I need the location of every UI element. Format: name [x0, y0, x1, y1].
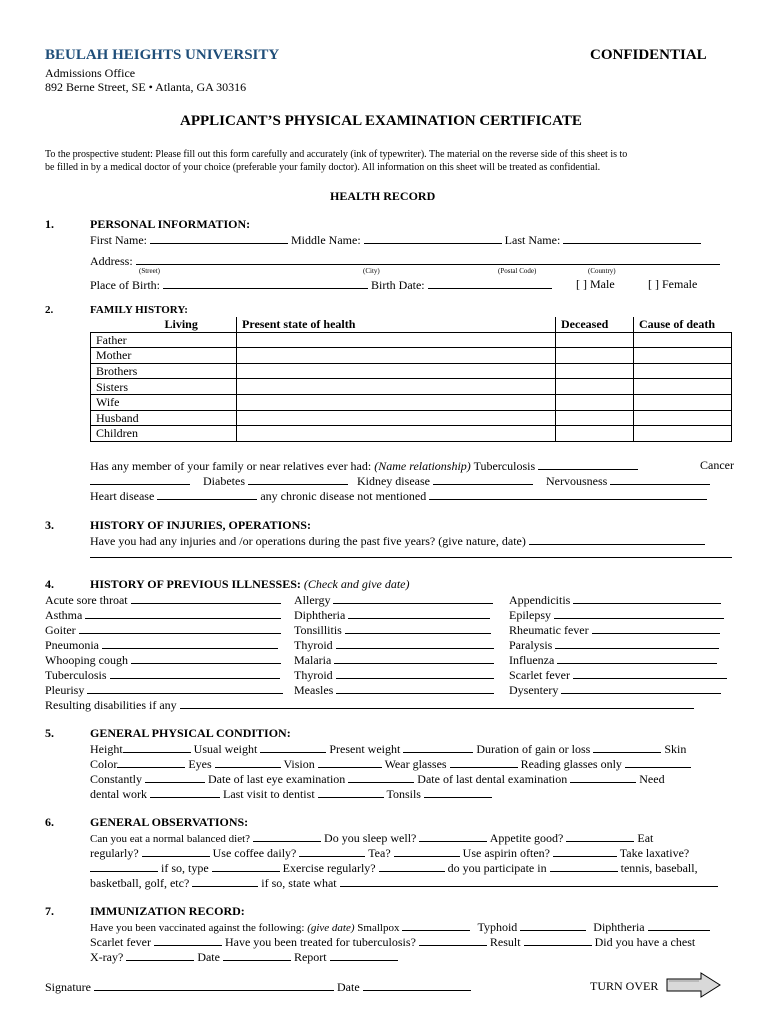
tonsils-label: Tonsils — [386, 787, 421, 801]
sleep-field[interactable] — [419, 830, 487, 842]
illness-label: Rheumatic fever — [509, 623, 589, 637]
table-row — [91, 332, 732, 348]
name-row — [90, 232, 701, 248]
illness-label: Epilepsy — [509, 608, 551, 622]
last-eye-field[interactable] — [348, 771, 414, 783]
aspirin-field[interactable] — [553, 845, 617, 857]
xray-field[interactable] — [126, 949, 194, 961]
illness-field[interactable] — [557, 652, 717, 664]
illness-field[interactable] — [336, 682, 494, 694]
deceased-cell[interactable] — [556, 332, 634, 348]
xray-date-field[interactable] — [223, 949, 291, 961]
nervousness-label: Nervousness — [545, 474, 608, 488]
illness-field[interactable] — [555, 637, 719, 649]
smallpox-label: Smallpox — [354, 922, 400, 934]
cause-cell[interactable] — [634, 348, 732, 364]
illness-label: Asthma — [45, 608, 83, 622]
family-question-hint: (Name relationship) — [374, 459, 471, 473]
section-5-number: 5. — [45, 726, 54, 740]
illness-label: Goiter — [45, 623, 76, 637]
eyes-label: Eyes — [188, 757, 212, 771]
place-of-birth-label: Place of Birth: — [90, 278, 160, 292]
scarlet-field[interactable] — [154, 934, 222, 946]
health-cell[interactable] — [237, 363, 556, 379]
address-field[interactable] — [136, 253, 720, 265]
cause-cell[interactable] — [634, 363, 732, 379]
state-field[interactable] — [340, 875, 718, 887]
health-record-heading: HEALTH RECORD — [330, 189, 436, 203]
page-title: APPLICANT’S PHYSICAL EXAMINATION CERTIFICATE — [180, 113, 582, 129]
middle-name-field[interactable] — [364, 232, 502, 244]
first-name-label: First Name: — [90, 233, 147, 247]
regularly-field[interactable] — [142, 845, 210, 857]
immunization-row-3 — [90, 949, 398, 965]
illness-label: Thyroid — [294, 668, 333, 682]
illness-label: Pneumonia — [45, 638, 99, 652]
relation-cell: Children — [91, 426, 237, 442]
col-header-cause: Cause of death — [634, 317, 732, 332]
usual-weight-label: Usual weight — [193, 742, 258, 756]
basketball-label: basketball, golf, etc? — [90, 876, 190, 890]
cause-cell[interactable] — [634, 379, 732, 395]
observations-row-2 — [90, 845, 689, 861]
appetite-field[interactable] — [566, 830, 634, 842]
illness-field[interactable] — [102, 637, 278, 649]
illness-field[interactable] — [554, 607, 724, 619]
middle-name-label: Middle Name: — [291, 233, 361, 247]
family-question-row-1 — [90, 458, 638, 474]
laxative-label: Take laxative? — [619, 846, 690, 860]
table-row — [91, 410, 732, 426]
relation-cell: Brothers — [91, 363, 237, 379]
deceased-cell[interactable] — [556, 410, 634, 426]
family-chronic-field[interactable] — [429, 488, 707, 500]
health-cell[interactable] — [237, 426, 556, 442]
illness-label: Acute sore throat — [45, 593, 128, 607]
xray-date-label: Date — [197, 950, 220, 964]
section-6-number: 6. — [45, 815, 54, 829]
relation-cell: Sisters — [91, 379, 237, 395]
illness-label: Appendicitis — [509, 593, 571, 607]
family-question-row-2 — [90, 473, 710, 489]
section-4-title-wrap — [90, 577, 410, 592]
section-6-title: GENERAL OBSERVATIONS: — [90, 815, 249, 829]
kidney-label: Kidney disease — [356, 474, 430, 488]
report-label: Report — [293, 950, 327, 964]
illness-label: Thyroid — [294, 638, 333, 652]
reading-field[interactable] — [625, 756, 691, 768]
illness-label: Dysentery — [509, 683, 559, 697]
illness-field[interactable] — [85, 607, 281, 619]
family-kidney-field[interactable] — [433, 473, 533, 485]
resulting-field[interactable] — [180, 697, 694, 709]
present-weight-label: Present weight — [329, 742, 401, 756]
signature-date-field[interactable] — [363, 979, 471, 991]
vaccinated-hint: (give date) — [307, 922, 355, 934]
coffee-field[interactable] — [299, 845, 365, 857]
vision-label: Vision — [283, 757, 315, 771]
male-checkbox[interactable]: [ ] Male — [576, 277, 615, 291]
arrow-right-icon — [666, 972, 722, 998]
height-label: Height — [90, 742, 123, 756]
constantly-label: Constantly — [90, 772, 143, 786]
illness-field[interactable] — [573, 667, 727, 679]
typhoid-label: Typhoid — [477, 920, 518, 934]
health-cell[interactable] — [237, 379, 556, 395]
relation-cell: Wife — [91, 394, 237, 410]
female-checkbox[interactable]: [ ] Female — [648, 277, 698, 291]
illness-label: Tuberculosis — [45, 668, 107, 682]
vaccinated-label: Have you been vaccinated against the following: — [90, 922, 308, 934]
col-header-deceased: Deceased — [556, 317, 634, 332]
signature-row — [45, 979, 471, 995]
typhoid-field[interactable] — [520, 919, 586, 931]
family-nervousness-field[interactable] — [610, 473, 710, 485]
illness-label: Pleurisy — [45, 683, 85, 697]
constantly-field[interactable] — [145, 771, 205, 783]
color-field[interactable] — [117, 756, 185, 768]
illness-field[interactable] — [110, 667, 280, 679]
resulting-row — [45, 697, 694, 713]
section-3-number: 3. — [45, 518, 54, 532]
immunization-row-2 — [90, 934, 695, 950]
illness-field[interactable] — [79, 622, 281, 634]
injuries-question: Have you had any injuries and /or operations during the past five years? (give nature, date) — [90, 534, 526, 548]
confidential-label: CONFIDENTIAL — [590, 47, 707, 63]
section-7-number: 7. — [45, 904, 54, 918]
dentist-label: Last visit to dentist — [222, 787, 315, 801]
address-label: Address: — [90, 254, 133, 268]
birth-date-field[interactable] — [428, 277, 552, 289]
deceased-cell[interactable] — [556, 348, 634, 364]
birth-row — [90, 277, 552, 293]
laxative-field[interactable] — [90, 860, 158, 872]
chest-label: Did you have a chest — [594, 935, 696, 949]
table-row — [91, 363, 732, 379]
injuries-field[interactable] — [529, 533, 705, 545]
illness-field[interactable] — [334, 652, 494, 664]
illness-label: Diphtheria — [294, 608, 346, 622]
duration-label: Duration of gain or loss — [476, 742, 591, 756]
diet-field[interactable] — [253, 830, 321, 842]
section-2-title: FAMILY HISTORY: — [90, 304, 188, 316]
section-1-title: PERSONAL INFORMATION: — [90, 217, 251, 231]
address-postal-hint: (Postal Code) — [498, 267, 537, 275]
table-row — [91, 379, 732, 395]
illness-field[interactable] — [336, 637, 494, 649]
first-name-field[interactable] — [150, 232, 288, 244]
place-of-birth-field[interactable] — [163, 277, 368, 289]
resulting-label: Resulting disabilities if any — [45, 698, 177, 712]
heart-label: Heart disease — [90, 489, 155, 503]
diphtheria-field[interactable] — [648, 919, 710, 931]
last-dental-field[interactable] — [570, 771, 636, 783]
sleep-label: Do you sleep well? — [324, 831, 417, 845]
section-3-title: HISTORY OF INJURIES, OPERATIONS: — [90, 518, 311, 532]
treated-field[interactable] — [419, 934, 487, 946]
appetite-label: Appetite good? — [489, 831, 564, 845]
family-heart-field[interactable] — [157, 488, 257, 500]
signature-field[interactable] — [94, 979, 334, 991]
cause-cell[interactable] — [634, 332, 732, 348]
deceased-cell[interactable] — [556, 426, 634, 442]
tennis-label: tennis, baseball, — [620, 861, 698, 875]
illness-field[interactable] — [131, 652, 281, 664]
office-address: 892 Berne Street, SE • Atlanta, GA 30316 — [45, 80, 247, 94]
physical-row-1 — [90, 741, 686, 757]
birth-date-label: Birth Date: — [370, 278, 425, 292]
intro-line-2: be filled in by a medical doctor of your choice (preferable your family doctor). All information on this sheet will be treated as confidential. — [45, 162, 601, 173]
illness-field[interactable] — [573, 592, 721, 604]
diet-label: Can you eat a normal balanced diet? — [90, 833, 251, 845]
health-cell[interactable] — [237, 348, 556, 364]
illness-field[interactable] — [87, 682, 283, 694]
table-row — [91, 348, 732, 364]
address-city-hint: (City) — [363, 267, 380, 275]
illness-label: Malaria — [294, 653, 332, 667]
participate-label: do you participate in — [447, 861, 547, 875]
deceased-cell[interactable] — [556, 379, 634, 395]
cancer-label: Cancer — [700, 458, 734, 472]
turn-over-label: TURN OVER — [590, 979, 659, 993]
usual-weight-field[interactable] — [260, 741, 326, 753]
exercise-label: Exercise regularly? — [282, 861, 376, 875]
col-header-health: Present state of health — [237, 317, 556, 332]
address-country-hint: (Country) — [588, 267, 616, 275]
section-5-title: GENERAL PHYSICAL CONDITION: — [90, 726, 291, 740]
health-cell[interactable] — [237, 410, 556, 426]
injuries-row — [90, 533, 705, 549]
aspirin-label: Use aspirin often? — [462, 846, 550, 860]
xray-label: X-ray? — [90, 950, 124, 964]
illness-field[interactable] — [336, 667, 494, 679]
vision-field[interactable] — [318, 756, 382, 768]
office-name: Admissions Office — [45, 66, 136, 80]
chronic-label: any chronic disease not mentioned — [260, 489, 427, 503]
table-row — [91, 394, 732, 410]
illness-label: Tonsillitis — [294, 623, 342, 637]
type-field[interactable] — [212, 860, 280, 872]
address-row — [90, 253, 720, 269]
iftype-label: if so, type — [161, 861, 209, 875]
family-diabetes-field[interactable] — [248, 473, 348, 485]
section-4-hint: (Check and give date) — [300, 577, 410, 591]
signature-label: Signature — [45, 980, 91, 994]
illness-label: Scarlet fever — [509, 668, 570, 682]
present-weight-field[interactable] — [403, 741, 473, 753]
illness-field[interactable] — [345, 622, 491, 634]
section-4-number: 4. — [45, 577, 54, 591]
glasses-field[interactable] — [450, 756, 518, 768]
duration-field[interactable] — [593, 741, 661, 753]
cause-cell[interactable] — [634, 394, 732, 410]
participate-field[interactable] — [550, 860, 618, 872]
scarlet-label: Scarlet fever — [90, 935, 151, 949]
diphtheria-label: Diphtheria — [593, 920, 645, 934]
section-4-title: HISTORY OF PREVIOUS ILLNESSES: — [90, 577, 301, 591]
eat-label: Eat — [637, 831, 654, 845]
family-question: Has any member of your family or near relatives ever had: — [90, 459, 375, 473]
cause-cell[interactable] — [634, 426, 732, 442]
illness-field[interactable] — [333, 592, 493, 604]
col-header-living: Living — [91, 317, 237, 332]
tuberculosis-label: Tuberculosis — [470, 459, 536, 473]
skin-label: Skin — [664, 742, 687, 756]
regularly-label: regularly? — [90, 846, 139, 860]
family-cancer-field[interactable] — [90, 473, 190, 485]
table-header-row — [91, 317, 732, 332]
tonsils-field[interactable] — [424, 786, 492, 798]
deceased-cell[interactable] — [556, 394, 634, 410]
physical-row-3 — [90, 771, 665, 787]
smallpox-field[interactable] — [402, 919, 470, 931]
dental-work-field[interactable] — [150, 786, 220, 798]
illness-field[interactable] — [348, 607, 490, 619]
sports-field[interactable] — [192, 875, 258, 887]
last-name-label: Last Name: — [504, 233, 561, 247]
reading-label: Reading glasses only — [520, 757, 622, 771]
section-2-number: 2. — [45, 304, 54, 316]
last-name-field[interactable] — [563, 232, 701, 244]
result-field[interactable] — [524, 934, 592, 946]
section-7-title: IMMUNIZATION RECORD: — [90, 904, 245, 918]
tea-label: Tea? — [368, 846, 391, 860]
exercise-field[interactable] — [379, 860, 445, 872]
intro-line-1: To the prospective student: Please fill out this form carefully and accurately (ink of typewriter). The material on the reverse side of this sheet is to — [45, 149, 628, 160]
illness-field[interactable] — [561, 682, 721, 694]
relation-cell: Father — [91, 332, 237, 348]
health-cell[interactable] — [237, 332, 556, 348]
diabetes-label: Diabetes — [203, 474, 245, 488]
family-question-row-3 — [90, 488, 707, 504]
need-label: Need — [639, 772, 665, 786]
illness-label: Paralysis — [509, 638, 553, 652]
illness-field[interactable] — [131, 592, 281, 604]
eyes-field[interactable] — [215, 756, 281, 768]
observations-row-3 — [90, 860, 698, 876]
physical-row-2 — [90, 756, 691, 772]
injuries-extra-line[interactable] — [90, 557, 732, 558]
university-name: BEULAH HEIGHTS UNIVERSITY — [45, 47, 280, 63]
color-label: Color — [90, 757, 118, 771]
dental-work-label: dental work — [90, 787, 147, 801]
cause-cell[interactable] — [634, 410, 732, 426]
physical-row-4 — [90, 786, 492, 802]
family-tuberculosis-field[interactable] — [538, 458, 638, 470]
section-1-number: 1. — [45, 217, 54, 231]
family-history-table — [90, 317, 732, 442]
illness-field[interactable] — [592, 622, 720, 634]
dentist-field[interactable] — [318, 786, 384, 798]
health-cell[interactable] — [237, 394, 556, 410]
state-label: if so, state what — [261, 876, 337, 890]
address-street-hint: (Street) — [139, 267, 160, 275]
deceased-cell[interactable] — [556, 363, 634, 379]
glasses-label: Wear glasses — [384, 757, 447, 771]
table-row — [91, 426, 732, 442]
height-field[interactable] — [123, 741, 191, 753]
treated-label: Have you been treated for tuberculosis? — [224, 935, 416, 949]
tea-field[interactable] — [394, 845, 460, 857]
result-label: Result — [489, 935, 521, 949]
last-dental-label: Date of last dental examination — [417, 772, 568, 786]
last-eye-label: Date of last eye examination — [208, 772, 346, 786]
illness-label: Influenza — [509, 653, 555, 667]
relation-cell: Husband — [91, 410, 237, 426]
illness-label: Measles — [294, 683, 334, 697]
observations-row-4 — [90, 875, 718, 891]
illness-label: Whooping cough — [45, 653, 128, 667]
illness-label: Allergy — [294, 593, 331, 607]
signature-date-label: Date — [337, 980, 360, 994]
relation-cell: Mother — [91, 348, 237, 364]
report-field[interactable] — [330, 949, 398, 961]
coffee-label: Use coffee daily? — [212, 846, 297, 860]
